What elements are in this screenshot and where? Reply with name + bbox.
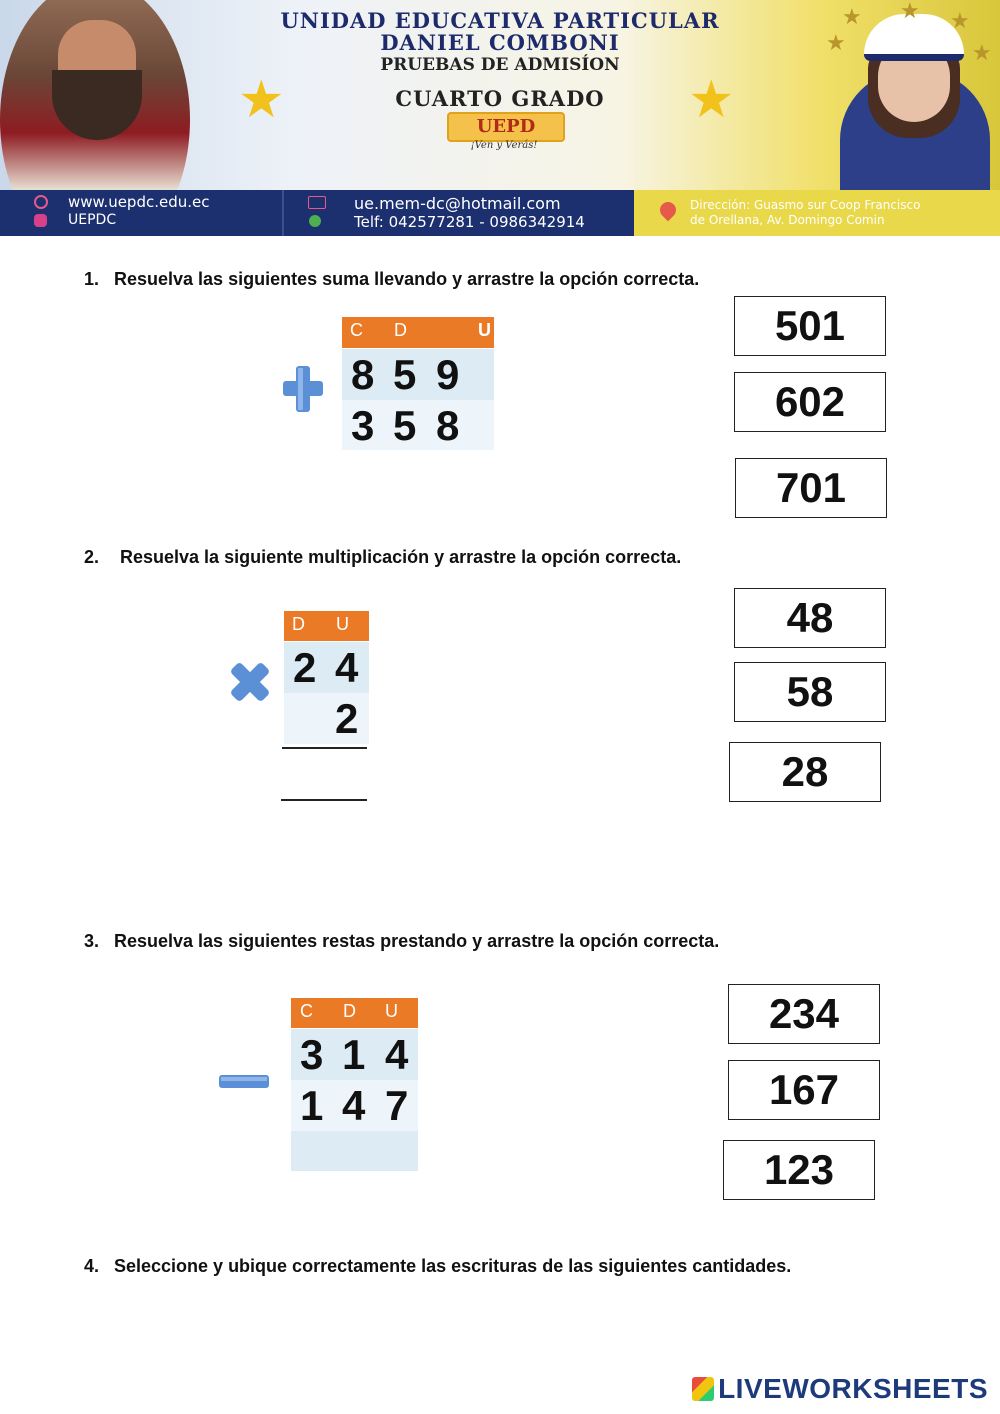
contact-bar-web: [0, 190, 282, 236]
question-text: Seleccione y ubique correctamente las escrituras de las siguientes cantidades.: [114, 1256, 792, 1276]
answer-option[interactable]: 28: [729, 742, 881, 802]
address-line2: de Orellana, Av. Domingo Comin: [690, 213, 885, 227]
answer-option[interactable]: 234: [728, 984, 880, 1044]
answer-option[interactable]: 602: [734, 372, 886, 432]
location-pin-icon: [657, 199, 680, 222]
grade-title: CUARTO GRADO: [395, 86, 605, 111]
email-address[interactable]: ue.mem-dc@hotmail.com: [354, 194, 561, 213]
operand-row-2: [284, 693, 369, 744]
question-text: Resuelva las siguientes restas prestando y arrastre la opción correcta.: [114, 931, 720, 951]
exam-title: PRUEBAS DE ADMISÍON: [380, 55, 620, 75]
question-2-prompt: [84, 547, 681, 568]
question-number: 3.: [84, 931, 100, 951]
star-icon: ★: [972, 40, 992, 65]
place-value-header: [291, 998, 418, 1028]
place-value-header: [342, 317, 494, 348]
question-1-prompt: [84, 269, 699, 290]
answer-option[interactable]: 701: [735, 458, 887, 518]
header-hundreds: C: [300, 1001, 313, 1021]
digit: 7: [385, 1082, 409, 1129]
liveworksheets-logo-icon: [692, 1377, 714, 1401]
instagram-handle: UEPDC: [68, 212, 117, 228]
operand-row-2: [342, 400, 494, 450]
operand-row-1: [284, 642, 369, 693]
question-text: Resuelva las siguientes suma llevando y arrastre la opción correcta.: [114, 269, 700, 289]
result-row: [291, 1131, 418, 1171]
question-number: 4.: [84, 1256, 100, 1276]
header-units: U: [336, 614, 349, 634]
question-4-prompt: [84, 1256, 791, 1277]
brand-text: LIVEWORKSHEETS: [718, 1373, 988, 1404]
digit: 5: [393, 402, 417, 449]
question-text: Resuelva la siguiente multiplicación y arrastre la opción correcta.: [120, 547, 682, 567]
digit: 8: [351, 351, 375, 398]
phone-icon: [309, 215, 321, 227]
address-line1: Dirección: Guasmo sur Coop Francisco: [690, 198, 921, 212]
header-tens: D: [343, 1001, 356, 1021]
contact-bar-address: [634, 190, 1000, 236]
website-link[interactable]: www.uepdc.edu.ec: [68, 193, 210, 211]
header-units: U: [385, 1001, 398, 1021]
digit: 4: [335, 644, 359, 691]
place-value-header: [284, 611, 369, 641]
plus-operator-icon: [282, 364, 324, 414]
operand-row-1: [342, 349, 494, 400]
digit: 1: [342, 1031, 366, 1078]
phone-number: Telf: 042577281 - 0986342914: [354, 213, 585, 231]
times-operator-icon: [228, 660, 272, 704]
header-hundreds: C: [350, 320, 363, 340]
instagram-icon: [34, 214, 47, 227]
operand-row-1: [291, 1029, 418, 1080]
header-tens: D: [394, 320, 407, 340]
star-icon: ★: [950, 8, 970, 33]
operand-row-2: [291, 1080, 418, 1131]
answer-option[interactable]: 58: [734, 662, 886, 722]
star-icon: ★: [900, 0, 920, 23]
globe-icon: [34, 195, 48, 209]
contact-bar-mail: [282, 190, 636, 236]
star-icon: ★: [238, 71, 285, 129]
digit: 8: [436, 402, 460, 449]
liveworksheets-brand: [692, 1373, 988, 1405]
header-tens: D: [292, 614, 305, 634]
question-number: 1.: [84, 269, 100, 289]
digit: 9: [436, 351, 460, 398]
digit: 2: [335, 695, 359, 742]
school-motto: ¡Ven y Verás!: [470, 140, 538, 151]
digit: 4: [385, 1031, 409, 1078]
digit: 1: [300, 1082, 324, 1129]
digit: 2: [293, 644, 317, 691]
question-3-prompt: [84, 931, 719, 952]
star-icon: ★: [826, 30, 846, 55]
digit: 5: [393, 351, 417, 398]
school-name-line1: UNIDAD EDUCATIVA PARTICULAR: [280, 8, 720, 33]
school-logo: UEPD: [447, 112, 565, 142]
school-name-line2: DANIEL COMBONI: [380, 30, 620, 55]
digit: 3: [300, 1031, 324, 1078]
mail-icon: [308, 196, 326, 209]
header-units: U: [478, 320, 491, 340]
answer-option[interactable]: 48: [734, 588, 886, 648]
answer-option[interactable]: 167: [728, 1060, 880, 1120]
result-line: [282, 747, 367, 749]
school-header-banner: [0, 0, 1000, 236]
star-icon: ★: [842, 4, 862, 29]
answer-option[interactable]: 501: [734, 296, 886, 356]
digit: 3: [351, 402, 375, 449]
answer-option[interactable]: 123: [723, 1140, 875, 1200]
minus-operator-icon: [219, 1073, 271, 1091]
answer-blank-line: [281, 799, 367, 801]
star-icon: ★: [688, 71, 735, 129]
digit: 4: [342, 1082, 366, 1129]
question-number: 2.: [84, 547, 100, 567]
